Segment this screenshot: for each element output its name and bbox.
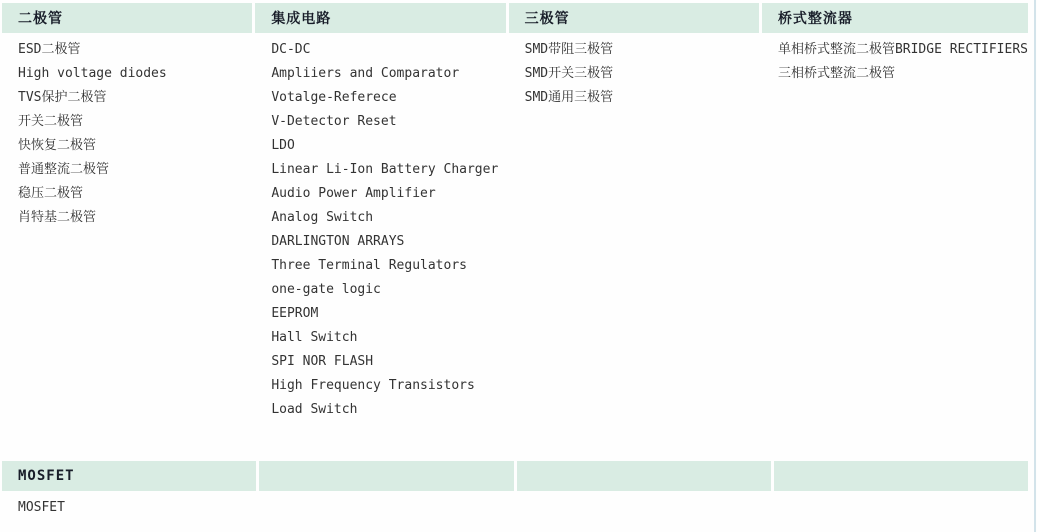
category-item-list — [762, 38, 1028, 86]
category-column — [509, 3, 759, 422]
category-item-link[interactable]: LDO — [271, 138, 295, 153]
category-item-link[interactable]: Audio Power Amplifier — [271, 186, 436, 201]
category-item-link[interactable]: TVS保护二极管 — [18, 90, 107, 105]
category-header[interactable] — [2, 3, 252, 33]
category-item-link[interactable]: DC-DC — [271, 42, 311, 57]
category-column — [774, 461, 1028, 520]
category-title: MOSFET — [18, 468, 75, 484]
category-item-link[interactable]: 普通整流二极管 — [18, 162, 110, 177]
category-item-link[interactable]: Votalge-Referece — [271, 90, 397, 105]
category-item-link[interactable]: Ampliiers and Comparator — [271, 66, 460, 81]
category-item-link[interactable]: DARLINGTON ARRAYS — [271, 234, 405, 249]
category-title: 桥式整流器 — [777, 11, 853, 27]
category-section — [2, 3, 1028, 422]
category-column — [259, 461, 513, 520]
category-title: 二极管 — [18, 11, 63, 27]
page-right-border — [1034, 0, 1036, 532]
category-item-link[interactable]: 快恢复二极管 — [18, 138, 97, 153]
category-item-link[interactable]: EEPROM — [271, 306, 319, 321]
category-item-link[interactable]: 肖特基二极管 — [18, 210, 97, 225]
category-item-list — [2, 38, 252, 230]
category-title: 集成电路 — [271, 11, 332, 27]
category-item-link[interactable]: SMD通用三极管 — [524, 90, 614, 105]
category-item-link[interactable]: V-Detector Reset — [271, 114, 397, 129]
category-item-link[interactable]: SMD开关三极管 — [524, 66, 614, 81]
category-item-link[interactable]: 稳压二极管 — [18, 186, 84, 201]
category-column — [762, 3, 1028, 422]
category-section — [2, 461, 1028, 520]
category-item-link[interactable]: 单相桥式整流二极管BRIDGE RECTIFIERS — [777, 42, 1028, 57]
category-item-link[interactable]: 三相桥式整流二极管 — [777, 66, 895, 81]
category-item-link[interactable]: ESD二极管 — [18, 42, 81, 57]
category-item-link[interactable]: MOSFET — [18, 500, 65, 515]
category-header-empty — [774, 461, 1028, 491]
category-column — [2, 461, 256, 520]
category-item-link[interactable]: SPI NOR FLASH — [271, 354, 374, 369]
category-item-link[interactable]: SMD带阻三极管 — [524, 42, 614, 57]
category-item-link[interactable]: High voltage diodes — [18, 66, 167, 81]
category-column — [517, 461, 771, 520]
category-item-link[interactable]: 开关二极管 — [18, 114, 84, 129]
category-item-list — [255, 38, 505, 422]
category-title: 三极管 — [524, 11, 570, 27]
category-header-empty — [259, 461, 513, 491]
category-item-list — [2, 496, 256, 520]
category-item-link[interactable]: one-gate logic — [271, 282, 381, 297]
category-header[interactable] — [762, 3, 1028, 33]
category-item-link[interactable]: Analog Switch — [271, 210, 374, 225]
category-item-link[interactable]: Three Terminal Regulators — [271, 258, 467, 273]
category-header[interactable] — [509, 3, 759, 33]
category-header[interactable] — [255, 3, 505, 33]
category-item-list — [509, 38, 759, 110]
category-header-empty — [517, 461, 771, 491]
category-item-link[interactable]: High Frequency Transistors — [271, 378, 475, 393]
category-column — [255, 3, 505, 422]
category-column — [2, 3, 252, 422]
category-item-link[interactable]: Load Switch — [271, 402, 358, 417]
category-item-link[interactable]: Linear Li-Ion Battery Charger — [271, 162, 499, 177]
category-header[interactable] — [2, 461, 256, 491]
category-item-link[interactable]: Hall Switch — [271, 330, 358, 345]
